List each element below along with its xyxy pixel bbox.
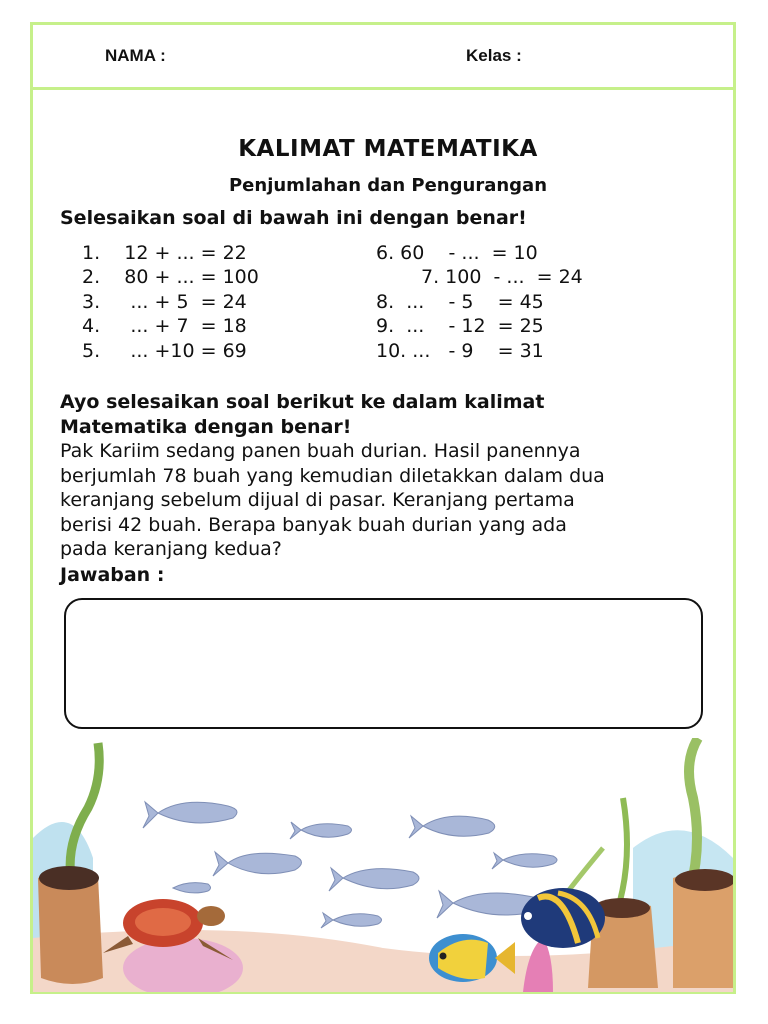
question-10: 10. ... - 9 = 31 bbox=[376, 340, 544, 362]
story-heading bbox=[60, 390, 710, 440]
question-8: 8. ... - 5 = 45 bbox=[376, 291, 544, 313]
fish-1 bbox=[143, 802, 237, 828]
angelfish bbox=[521, 888, 605, 948]
fish-4 bbox=[213, 852, 302, 876]
story-line-3: keranjang sebelum dijual di pasar. Keranjang pertama bbox=[60, 489, 575, 511]
sponge-left bbox=[38, 866, 103, 984]
question-7: 7. 100 - ... = 24 bbox=[421, 266, 583, 288]
fish-8 bbox=[321, 913, 382, 928]
page-subtitle: Penjumlahan dan Pengurangan bbox=[228, 175, 548, 196]
question-1: 1. 12 + ... = 22 bbox=[82, 242, 247, 264]
name-label: NAMA : bbox=[105, 46, 166, 65]
question-6: 6. 60 - ... = 10 bbox=[376, 242, 538, 264]
question-4: 4. ... + 7 = 18 bbox=[82, 315, 247, 337]
sponge-right bbox=[673, 869, 733, 988]
story-line-1: Pak Kariim sedang panen buah durian. Hasil panennya bbox=[60, 440, 581, 462]
fish-3 bbox=[409, 816, 495, 838]
class-label: Kelas : bbox=[466, 46, 522, 65]
question-9: 9. ... - 12 = 25 bbox=[376, 315, 544, 337]
story-problem bbox=[60, 439, 720, 562]
story-heading-line-2: Matematika dengan benar! bbox=[60, 416, 352, 438]
answer-box[interactable] bbox=[64, 598, 703, 729]
story-line-4: berisi 42 buah. Berapa banyak buah durian yang ada bbox=[60, 513, 567, 536]
question-5: 5. ... +10 = 69 bbox=[82, 340, 247, 362]
fish-6 bbox=[492, 853, 557, 869]
question-2: 2. 80 + ... = 100 bbox=[82, 266, 259, 288]
header-divider bbox=[30, 87, 736, 90]
seaweed-mid bbox=[618, 798, 627, 908]
answer-label: Jawaban : bbox=[60, 564, 165, 586]
fish-5 bbox=[329, 868, 419, 891]
fish-7 bbox=[173, 883, 211, 893]
story-heading-line-1: Ayo selesaikan soal berikut ke dalam kalimat bbox=[60, 391, 545, 413]
instruction-text: Selesaikan soal di bawah ini dengan benar! bbox=[60, 207, 527, 229]
story-line-5: pada keranjang kedua? bbox=[60, 538, 282, 560]
story-line-2: berjumlah 78 buah yang kemudian diletakkan dalam dua bbox=[60, 464, 605, 487]
page-title: KALIMAT MATEMATIKA bbox=[238, 136, 538, 162]
fish-2 bbox=[290, 822, 352, 839]
question-3: 3. ... + 5 = 24 bbox=[82, 291, 247, 313]
underwater-illustration bbox=[33, 738, 733, 992]
